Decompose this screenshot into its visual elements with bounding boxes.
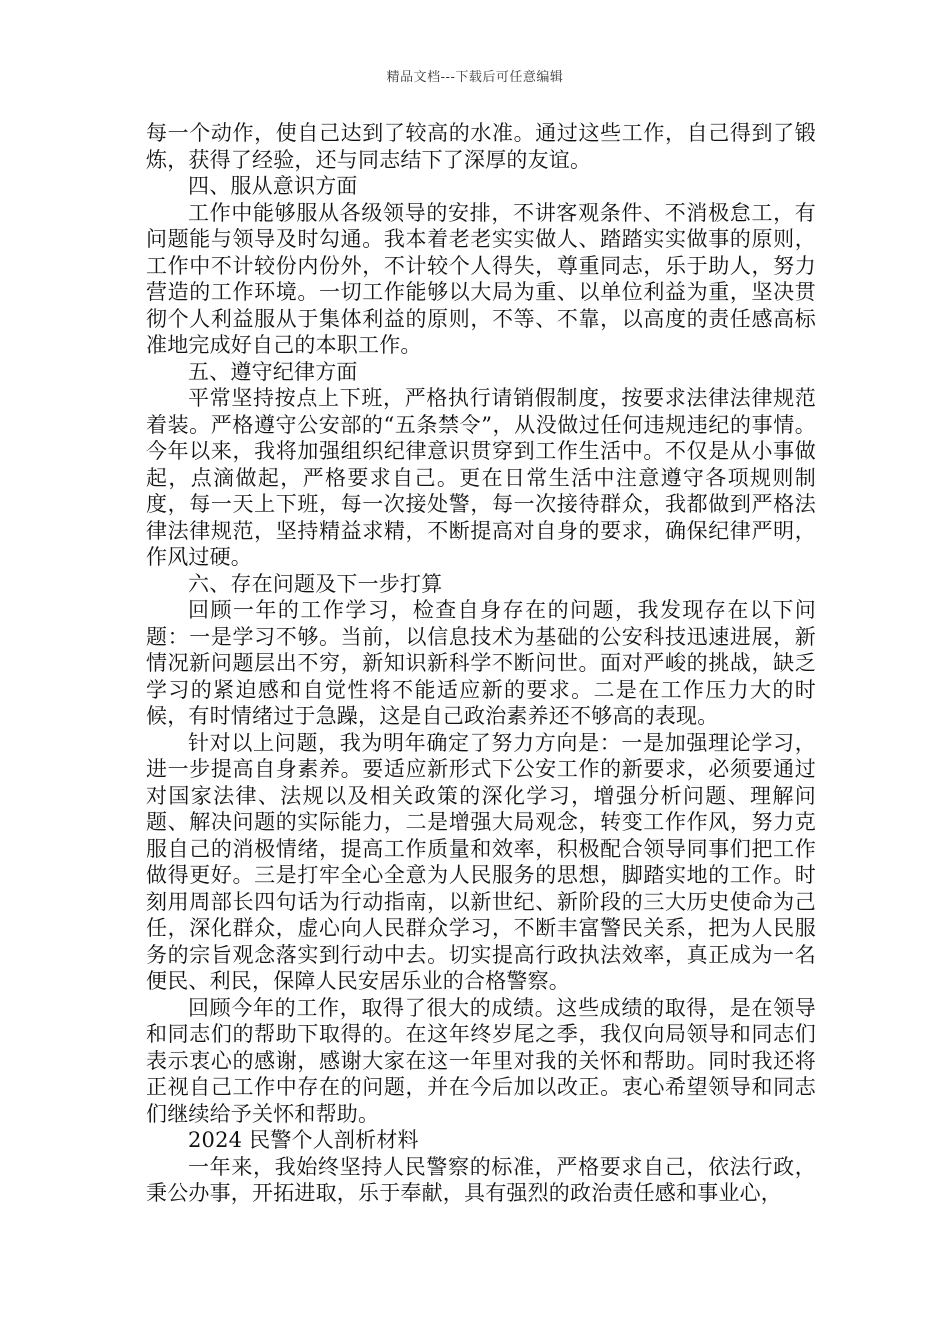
section-heading-obedience: 四、服从意识方面 — [188, 174, 358, 198]
paragraph-discipline: 平常坚持按点上下班，严格执行请销假制度，按要求法律法律规范着装。严格遵守公安部的“五条禁令”，从没做过任何违规违纪的事情。今年以来，我将加强组织纪律意识贯穿到工作生活中。不仅是从小事做起，点滴做起，严格要求自己。更在日常生活中注意遵守各项规则制度，每一天上下班，每一次接处警，每一次接待群众，我都做到严格法律法律规范，坚持精益求精，不断提高对自身的要求，确保纪律严明，作风过硬。 — [146, 386, 816, 569]
document-body — [146, 120, 816, 1207]
page-header: 精品文档---下载后可任意编辑 — [386, 70, 564, 85]
section-heading-discipline: 五、遵守纪律方面 — [188, 359, 358, 384]
paragraph-problems: 回顾一年的工作学习，检查自身存在的问题，我发现存在以下问题：一是学习不够。当前，以信息技术为基础的公安科技迅速进展，新情况新问题层出不穷，新知识新科学不断问世。面对严峻的挑战，缺乏学习的紧迫感和自觉性将不能适应新的要求。二是在工作压力大的时候，有时情绪过于急躁，这是自己政治素养还不够高的表现。 — [146, 598, 816, 728]
section-heading-problems: 六、存在问题及下一步打算 — [188, 571, 443, 596]
paragraph-improvement-plan: 针对以上问题，我为明年确定了努力方向是：一是加强理论学习，进一步提高自身素养。要适应新形式下公安工作的新要求，必须要通过对国家法律、法规以及相关政策的深化学习，增强分析问题、理解问题、解决问题的实际能力，二是增强大局观念，转变工作作风，努力克服自己的消极情绪，提高工作质量和效率，积极配合领导同事们把工作做得更好。三是打牢全心全意为人民服务的思想，脚踏实地的工作。时刻用周部长四句话为行动指南，以新世纪、新阶段的三大历史使命为己任，深化群众，虚心向人民群众学习，不断丰富警民关系，把为人民服务的宗旨观念落实到行动中去。切实提高行政执法效率，真正成为一名便民、利民，保障人民安居乐业的合格警察。 — [146, 730, 816, 993]
paragraph-conclusion: 回顾今年的工作，取得了很大的成绩。这些成绩的取得，是在领导和同志们的帮助下取得的。在这年终岁尾之季，我仅向局领导和同志们表示衷心的感谢，感谢大家在这一年里对我的关怀和帮助。同时我还将正视自己工作中存在的问题，并在今后加以改正。衷心希望领导和同志们继续给予关怀和帮助。 — [146, 995, 816, 1126]
paragraph-continuation: 每一个动作，使自己达到了较高的水准。通过这些工作，自己得到了锻炼，获得了经验，还与同志结下了深厚的友谊。 — [146, 121, 816, 172]
document-subtitle: 2024 民警个人剖析材料 — [188, 1128, 419, 1152]
paragraph-intro: 一年来，我始终坚持人民警察的标准，严格要求自己，依法行政，秉公办事，开拓进取，乐于奉献，具有强烈的政治责任感和事业心， — [146, 1154, 816, 1205]
paragraph-obedience: 工作中能够服从各级领导的安排，不讲客观条件、不消极怠工，有问题能与领导及时勾通。我本着老老实实做人、踏踏实实做事的原则，工作中不计较份内份外，不计较个人得失，尊重同志，乐于助人，努力营造的工作环境。一切工作能够以大局为重、以单位利益为重，坚决贯彻个人利益服从于集体利益的原则，不等、不靠，以高度的责任感高标准地完成好自己的本职工作。 — [146, 200, 816, 357]
